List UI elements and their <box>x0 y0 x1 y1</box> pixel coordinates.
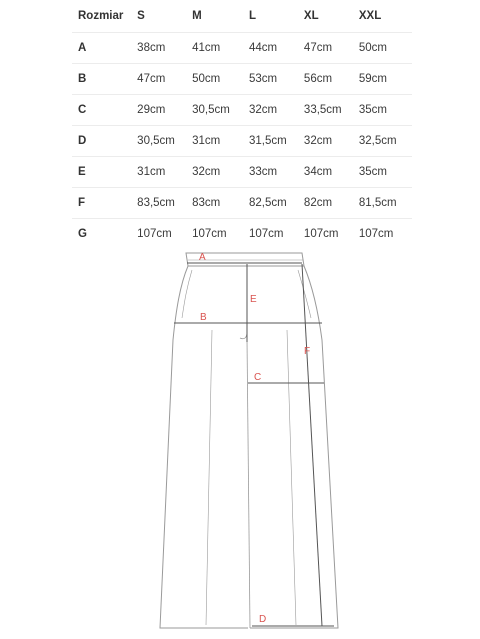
row-label: F <box>72 188 137 219</box>
table-row <box>72 157 412 188</box>
header-l: L <box>249 0 304 33</box>
table-cell: 33,5cm <box>304 95 359 126</box>
table-cell: 44cm <box>249 33 304 64</box>
table-cell: 31,5cm <box>249 126 304 157</box>
table-cell: 50cm <box>192 64 249 95</box>
measurement-lines <box>174 263 334 626</box>
table-cell: 35cm <box>359 157 412 188</box>
row-label: B <box>72 64 137 95</box>
table-cell: 47cm <box>137 64 192 95</box>
row-label: D <box>72 126 137 157</box>
measure-label-d: D <box>259 614 267 625</box>
table-cell: 32,5cm <box>359 126 412 157</box>
row-label: G <box>78 228 87 240</box>
table-cell: 34cm <box>304 157 359 188</box>
table-cell: 53cm <box>249 64 304 95</box>
measure-label-c: C <box>254 372 262 383</box>
table-row <box>72 33 412 64</box>
table-cell: 56cm <box>304 64 359 95</box>
table-cell: 50cm <box>359 33 412 64</box>
table-cell: 29cm <box>137 95 192 126</box>
table-cell: 32cm <box>192 157 249 188</box>
table-cell: 107cm <box>137 228 172 240</box>
table-row <box>72 64 412 95</box>
table-cell: 107cm <box>303 228 339 240</box>
table-header-row <box>72 0 412 33</box>
table-cell: 59cm <box>359 64 412 95</box>
table-cell: 47cm <box>304 33 359 64</box>
table-cell: 83cm <box>192 188 249 219</box>
header-size: Rozmiar <box>72 0 137 33</box>
measure-label-e: E <box>250 294 257 305</box>
table-cell: 30,5cm <box>192 95 249 126</box>
size-table <box>72 0 412 249</box>
measure-label-b: B <box>200 312 207 323</box>
table-row <box>72 126 412 157</box>
table-cell: 38cm <box>137 33 192 64</box>
table-cell: 41cm <box>192 33 249 64</box>
table-cell: 31cm <box>137 157 192 188</box>
row-label: A <box>72 33 137 64</box>
table-cell: 107cm <box>192 228 227 240</box>
table-cell: 35cm <box>359 95 412 126</box>
table-cell: 107cm <box>358 228 394 240</box>
table-cell: 32cm <box>249 95 304 126</box>
header-xl: XL <box>304 0 359 33</box>
table-cell: 82cm <box>304 188 359 219</box>
measure-label-f: F <box>304 346 311 357</box>
header-xxl: XXL <box>359 0 412 33</box>
table-cell: 81,5cm <box>359 188 412 219</box>
table-cell: 33cm <box>249 157 304 188</box>
table-cell: 31cm <box>192 126 249 157</box>
table-row <box>72 95 412 126</box>
header-m: M <box>192 0 249 33</box>
row-label: C <box>72 95 137 126</box>
table-cell: 82,5cm <box>249 188 304 219</box>
table-cell: 83,5cm <box>137 188 192 219</box>
trousers-measurement-diagram <box>0 240 480 639</box>
table-cell: 107cm <box>248 228 284 240</box>
row-label: E <box>72 157 137 188</box>
table-row <box>72 188 412 219</box>
table-cell: 32cm <box>304 126 359 157</box>
header-s: S <box>137 0 192 33</box>
table-cell: 30,5cm <box>137 126 192 157</box>
measure-label-a: A <box>199 252 206 263</box>
